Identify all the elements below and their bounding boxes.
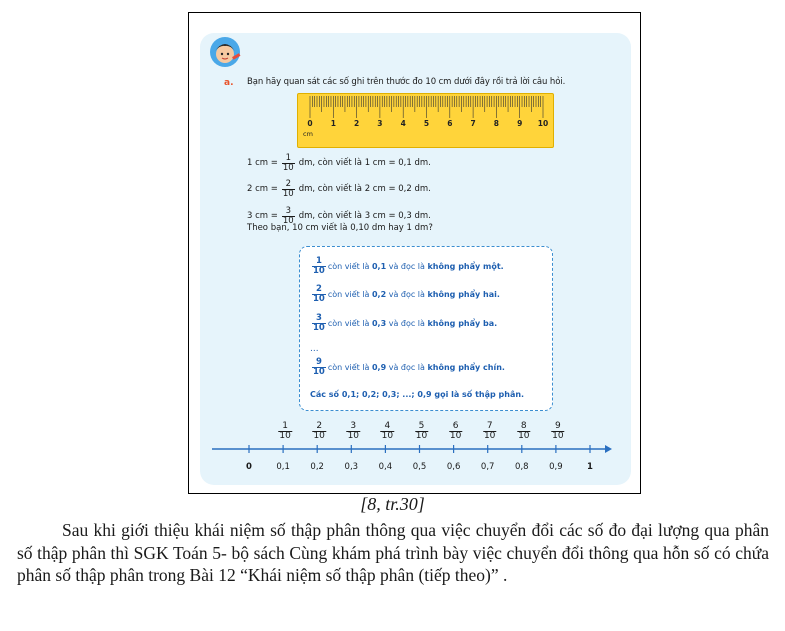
- number-line-label: 0,5: [412, 462, 427, 472]
- number-line-fraction: $\frac{8}{10}$: [518, 421, 530, 441]
- number-line-fraction: $\frac{7}{10}$: [483, 421, 496, 441]
- ruler-number: 1: [330, 119, 336, 128]
- number-line-label: 0,3: [344, 462, 359, 472]
- exercise-panel: [200, 33, 631, 485]
- info-row: $\frac{1}{10}$ còn viết là 0,1 và đọc là không phẩy một.: [313, 256, 504, 276]
- decimal-info-box: [299, 246, 553, 411]
- ruler-10cm: [297, 93, 554, 148]
- info-row: $\frac{3}{10}$ còn viết là 0,3 và đọc là không phẩy ba.: [313, 313, 498, 333]
- ruler-number: 6: [447, 119, 453, 128]
- exercise-instruction: Bạn hãy quan sát các số ghi trên thước đo 10 cm dưới đây rồi trả lời câu hỏi.: [247, 77, 566, 87]
- fraction: $\frac{2}{10}$: [282, 179, 294, 199]
- number-line-label: 0,2: [310, 462, 324, 472]
- number-line-label: 0,7: [480, 462, 495, 472]
- ruler-number: 7: [470, 119, 476, 128]
- number-line: [200, 443, 631, 463]
- ruler-number: 8: [493, 119, 499, 128]
- ruler-number: 2: [353, 119, 360, 128]
- number-line-fraction: $\frac{1}{10}$: [279, 421, 291, 441]
- ruler-number: 3: [377, 119, 383, 128]
- ruler-number: 10: [537, 119, 549, 128]
- number-line-fraction: $\frac{5}{10}$: [415, 421, 428, 441]
- fraction: $\frac{1}{10}$: [282, 153, 294, 173]
- number-line-label: 0,8: [515, 462, 529, 472]
- equation-row: 2 cm = $\frac{2}{10}$ dm, còn viết là 2 cm = 0,2 dm.: [247, 179, 431, 199]
- number-line-label: 0,9: [549, 462, 563, 472]
- textbook-figure: [188, 12, 641, 494]
- equation-row: 1 cm = $\frac{1}{10}$ dm, còn viết là 1 cm = 0,1 dm.: [247, 153, 431, 173]
- info-row: $\frac{2}{10}$ còn viết là 0,2 và đọc là không phẩy hai.: [313, 284, 500, 304]
- ruler-number: 9: [517, 119, 523, 128]
- ruler-number: 5: [423, 119, 430, 128]
- ellipsis: ...: [310, 344, 319, 354]
- conclusion-text: Các số 0,1; 0,2; 0,3; ...; 0,9 gọi là số thập phân.: [310, 390, 525, 399]
- body-paragraph: Sau khi giới thiệu khái niệm số thập phân thông qua việc chuyển đổi các số đo đại lượng qua phân số thập phân thì SGK Toán 5- bộ sách Cùng khám phá trình bày việc chuyển đổi thông qua hỗn số có chứa phân số thập phân trong Bài 12 “Khái niệm số thập phân (tiếp theo)” .: [17, 520, 769, 585]
- number-line-label: 0,4: [378, 462, 393, 472]
- number-line-fraction: $\frac{3}{10}$: [347, 421, 360, 441]
- exercise-label: a.: [224, 78, 234, 88]
- arrow-right-icon: [605, 445, 612, 453]
- number-line-fraction: $\frac{9}{10}$: [552, 421, 564, 441]
- student-mascot-icon: [208, 35, 242, 69]
- number-line-fraction: $\frac{2}{10}$: [313, 421, 325, 441]
- info-row: $\frac{9}{10}$ còn viết là 0,9 và đọc là không phẩy chín.: [313, 357, 505, 377]
- question: Theo bạn, 10 cm viết là 0,10 dm hay 1 dm?: [247, 223, 433, 233]
- number-line-label: 0,6: [446, 462, 461, 472]
- number-line-label: 0: [246, 462, 252, 472]
- ruler-number: 4: [400, 119, 406, 128]
- number-line-label: 0,1: [276, 462, 290, 472]
- number-line-label: 1: [587, 462, 593, 472]
- ruler-number: 0: [307, 119, 313, 128]
- fraction: $\frac{3}{10}$: [282, 206, 294, 226]
- ruler-ticks: [298, 94, 555, 120]
- number-line-fraction: $\frac{4}{10}$: [381, 421, 394, 441]
- ruler-unit: cm: [303, 130, 313, 138]
- number-line-fraction: $\frac{6}{10}$: [449, 421, 462, 441]
- equation-row: 3 cm = $\frac{3}{10}$ dm, còn viết là 3 cm = 0,3 dm.: [247, 206, 431, 226]
- citation: [8, tr.30]: [360, 494, 425, 514]
